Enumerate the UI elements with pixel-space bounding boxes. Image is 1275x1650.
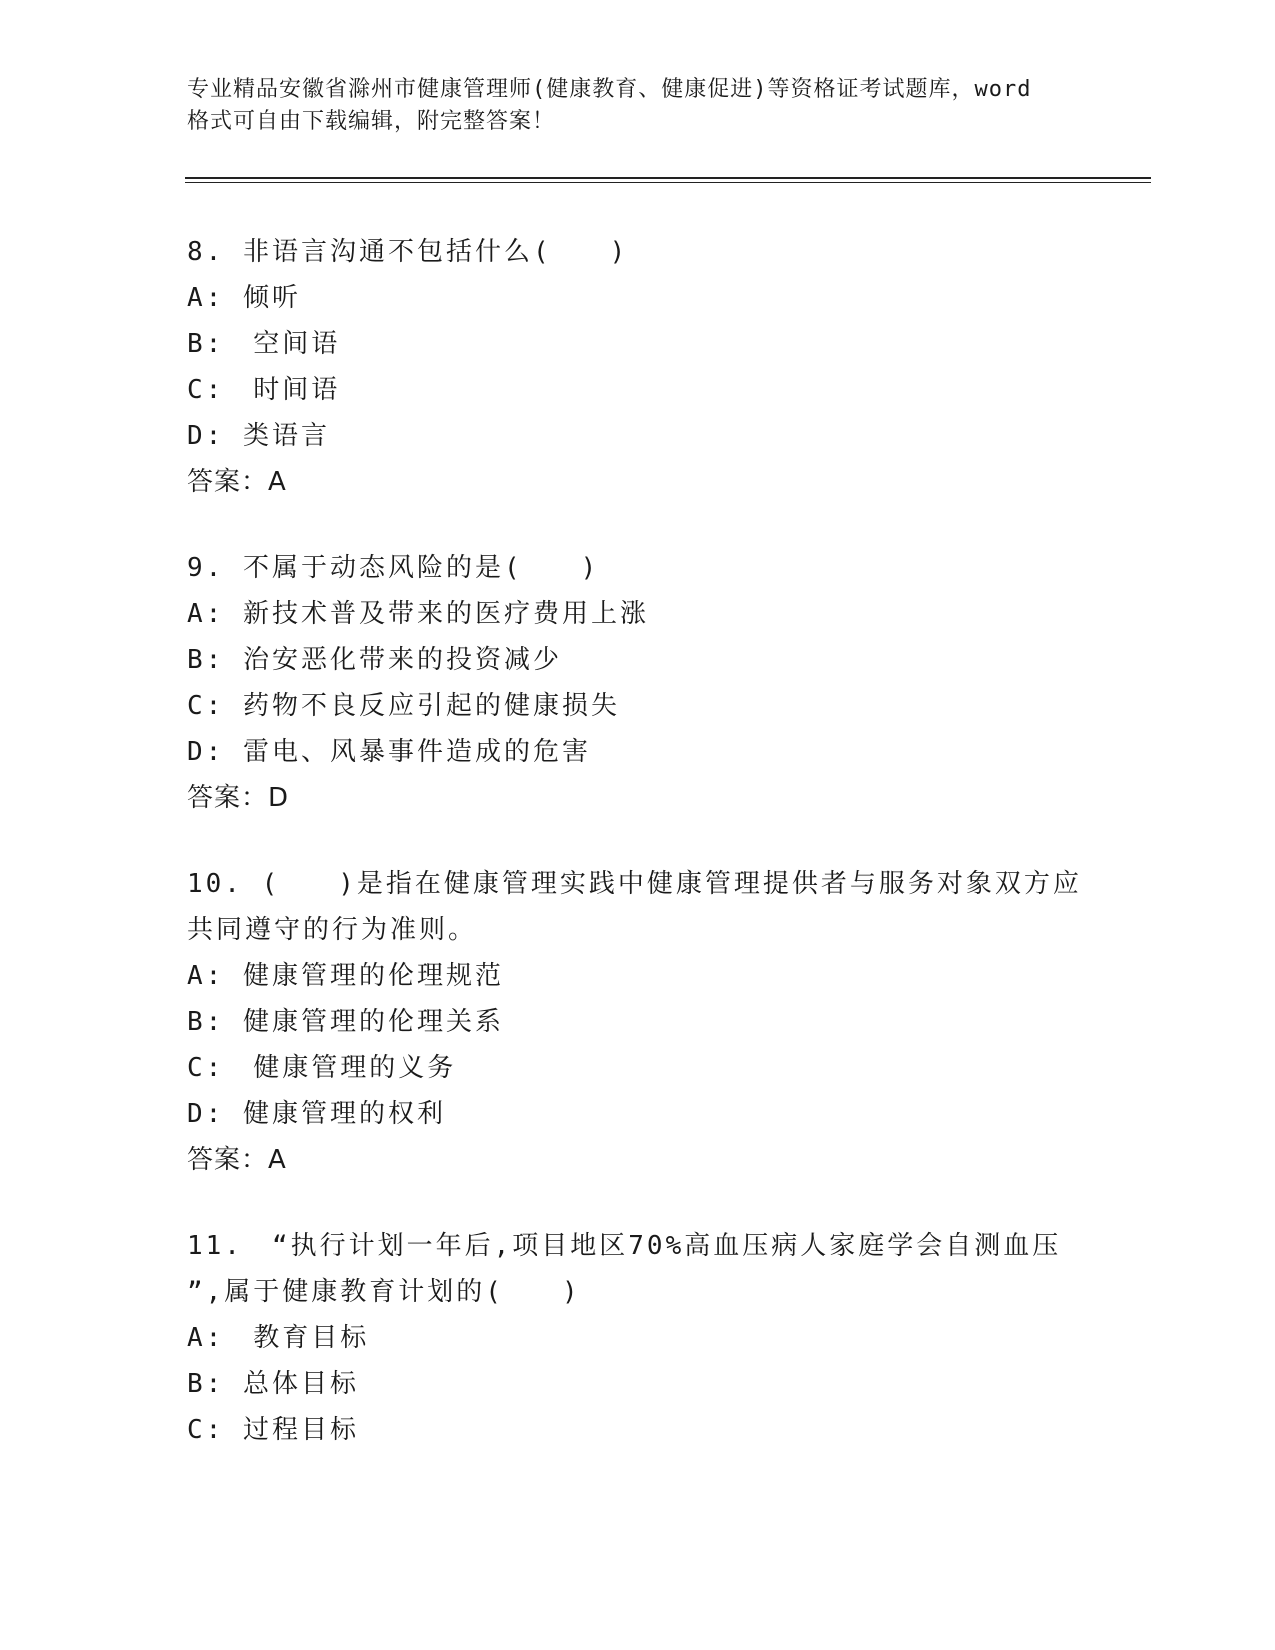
option-c: C: 药物不良反应引起的健康损失 (187, 691, 620, 721)
question-10 (187, 861, 1087, 1183)
header-divider-thin (185, 182, 1151, 183)
option-b: B: 总体目标 (187, 1369, 359, 1399)
option-a: A: 教育目标 (187, 1323, 370, 1353)
question-stem-line-1: 11. “执行计划一年后,项目地区70%高血压病人家庭学会自测血压 (187, 1231, 1062, 1261)
answer: 答案：D (187, 783, 290, 813)
option-c: C: 过程目标 (187, 1415, 359, 1445)
header-divider-thick (185, 177, 1151, 179)
option-b: B: 健康管理的伦理关系 (187, 1007, 504, 1037)
answer: 答案：A (187, 467, 287, 497)
question-stem: 8. 非语言沟通不包括什么( ) (187, 237, 629, 267)
option-b: B: 空间语 (187, 329, 341, 359)
option-d: D: 类语言 (187, 421, 330, 451)
question-8 (187, 229, 1087, 505)
header-line-1: 专业精品安徽省滁州市健康管理师(健康教育、健康促进)等资格证考试题库，word (187, 77, 1032, 102)
question-stem-line-2: 共同遵守的行为准则。 (187, 915, 478, 945)
question-9 (187, 545, 1087, 821)
question-stem: 9. 不属于动态风险的是( ) (187, 553, 600, 583)
answer: 答案：A (187, 1145, 287, 1175)
option-d: D: 雷电、风暴事件造成的危害 (187, 737, 591, 767)
option-a: A: 倾听 (187, 283, 301, 313)
header-line-2: 格式可自由下载编辑，附完整答案！ (187, 109, 556, 134)
option-b: B: 治安恶化带来的投资减少 (187, 645, 562, 675)
document-header (187, 74, 1087, 138)
option-a: A: 健康管理的伦理规范 (187, 961, 504, 991)
question-stem-line-1: 10. ( )是指在健康管理实践中健康管理提供者与服务对象双方应 (187, 869, 1082, 899)
option-d: D: 健康管理的权利 (187, 1099, 446, 1129)
option-c: C: 健康管理的义务 (187, 1053, 457, 1083)
option-c: C: 时间语 (187, 375, 341, 405)
question-stem-line-2: ”,属于健康教育计划的( ) (187, 1277, 581, 1307)
option-a: A: 新技术普及带来的医疗费用上涨 (187, 599, 649, 629)
question-11 (187, 1223, 1087, 1453)
